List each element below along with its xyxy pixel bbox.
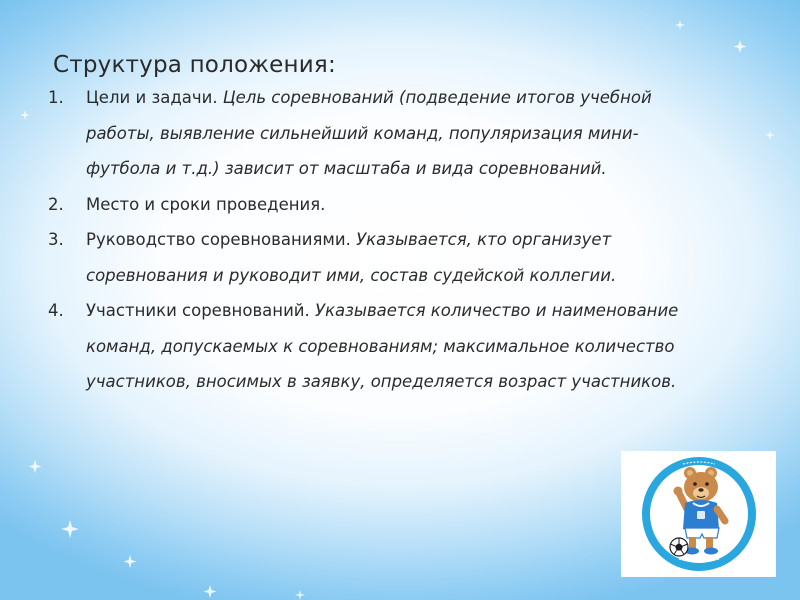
list-item xyxy=(44,222,694,293)
item-description: Цель соревнований (подведение итогов учебной работы, выявление сильнейший команд, популяризация мини-футбола и т.д.) зависит от масштаба и вида соревнований. xyxy=(86,88,652,178)
item-number: 3. xyxy=(48,230,64,249)
list-item xyxy=(44,80,694,187)
item-heading: Участники соревнований. xyxy=(86,301,310,320)
item-description: Указывается, кто организует соревнования и руководит ими, состав судейской коллегии. xyxy=(86,230,617,285)
regulation-structure-list xyxy=(44,80,694,400)
item-number: 4. xyxy=(48,301,64,320)
item-heading: Цели и задачи. xyxy=(86,88,218,107)
logo-card xyxy=(621,451,776,577)
list-item xyxy=(44,293,694,400)
item-description: Указывается количество и наименование команд, допускаемых к соревнованиям; максимальное количество участников, вносимых в заявку, определяется возраст участников. xyxy=(86,301,679,391)
item-number: 1. xyxy=(48,88,64,107)
slide-title: Структура положения: xyxy=(53,52,336,78)
item-heading: Руководство соревнованиями. xyxy=(86,230,351,249)
bear-football-mascot-icon xyxy=(621,451,776,577)
list-item xyxy=(44,187,694,223)
item-heading: Место и сроки проведения. xyxy=(86,194,326,214)
item-number: 2. xyxy=(48,194,64,214)
